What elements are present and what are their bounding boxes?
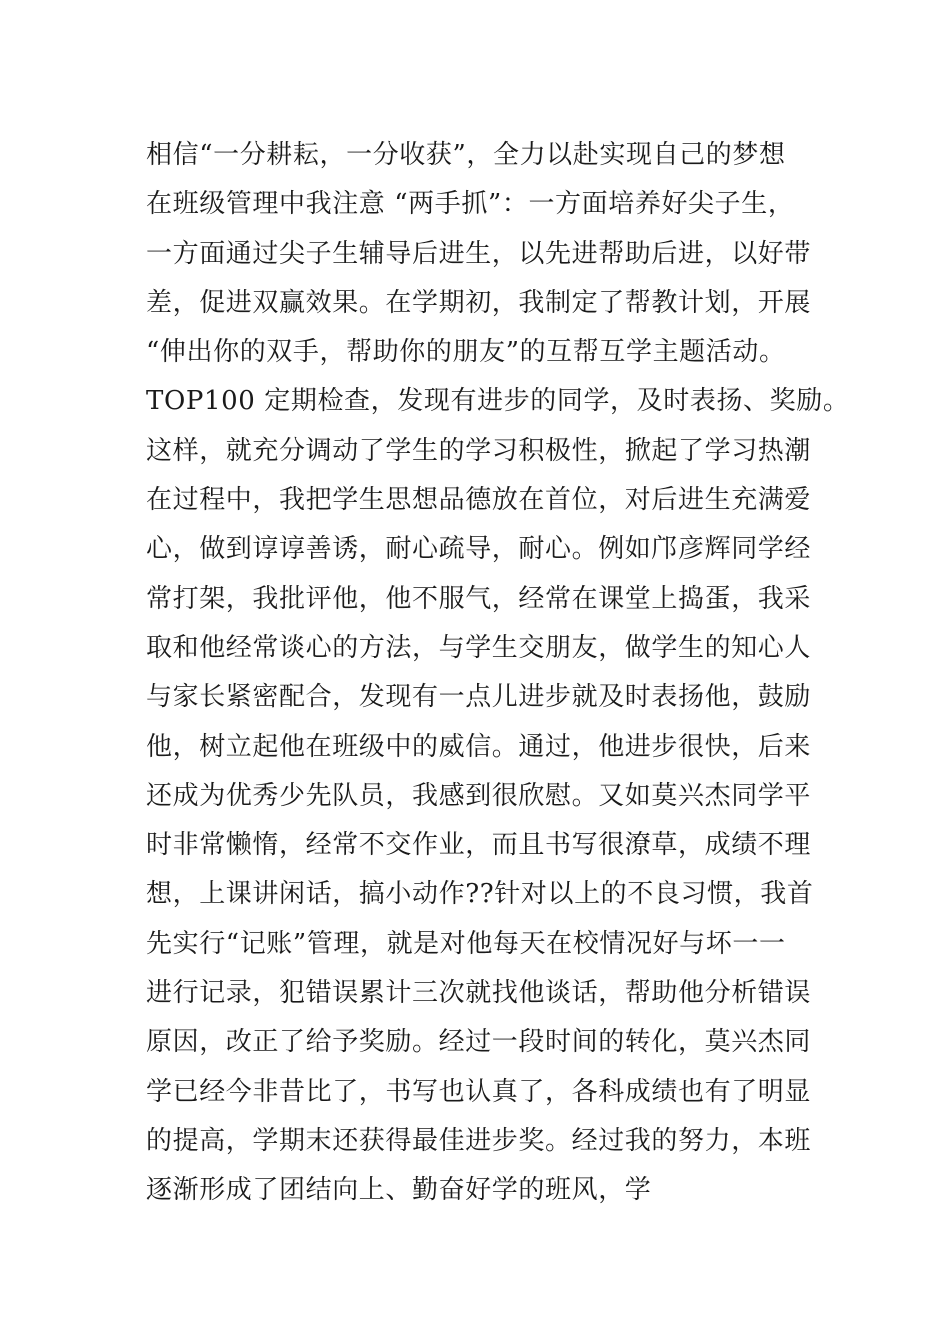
text-line: 学已经今非昔比了，书写也认真了，各科成绩也有了明显 — [146, 1076, 812, 1107]
text-line: 时非常懒惰，经常不交作业，而且书写很潦草，成绩不理 — [146, 830, 812, 861]
text-line: 进行记录，犯错误累计三次就找他谈话，帮助他分析错误 — [146, 978, 812, 1009]
text-line: 常打架，我批评他，他不服气，经常在课堂上捣蛋，我采 — [146, 583, 812, 614]
text-line: 在班级管理中我注意 “两手抓”：一方面培养好尖子生， — [146, 189, 795, 220]
text-line: 一方面通过尖子生辅导后进生，以先进帮助后进，以好带 — [146, 238, 812, 269]
text-line: 还成为优秀少先队员，我感到很欣慰。又如莫兴杰同学平 — [146, 780, 812, 811]
text-line: 相信“一分耕耘，一分收获”，全力以赴实现自己的梦想 — [146, 140, 786, 170]
text-line: 先实行“记账”管理，就是对他每天在校情况好与坏一一 — [146, 928, 786, 959]
text-line: 在过程中，我把学生思想品德放在首位，对后进生充满爱 — [146, 485, 812, 516]
body-text — [146, 131, 850, 1216]
text-line: 想，上课讲闲话，搞小动作??针对以上的不良习惯，我首 — [146, 879, 814, 910]
text-line: 差，促进双赢效果。在学期初，我制定了帮教计划，开展 — [146, 287, 812, 318]
text-line: 逐渐形成了团结向上、勤奋好学的班风，学 — [146, 1175, 652, 1206]
text-line: 取和他经常谈心的方法，与学生交朋友，做学生的知心人 — [146, 632, 812, 663]
text-line: 心，做到谆谆善诱，耐心疏导，耐心。例如邝彦辉同学经 — [146, 534, 812, 565]
text-line: 这样，就充分调动了学生的学习积极性，掀起了学习热潮 — [146, 435, 812, 466]
text-line: 他，树立起他在班级中的威信。通过，他进步很快，后来 — [146, 731, 812, 762]
text-line: 与家长紧密配合，发现有一点儿进步就及时表扬他，鼓励 — [146, 682, 812, 713]
text-line: “伸出你的双手，帮助你的朋友”的互帮互学主题活动。 — [146, 337, 786, 368]
text-line: TOP100 定期检查，发现有进步的同学，及时表扬、奖励。 — [146, 386, 850, 417]
text-line: 的提高，学期末还获得最佳进步奖。经过我的努力，本班 — [146, 1125, 812, 1156]
text-line: 原因，改正了给予奖励。经过一段时间的转化，莫兴杰同 — [146, 1027, 812, 1058]
